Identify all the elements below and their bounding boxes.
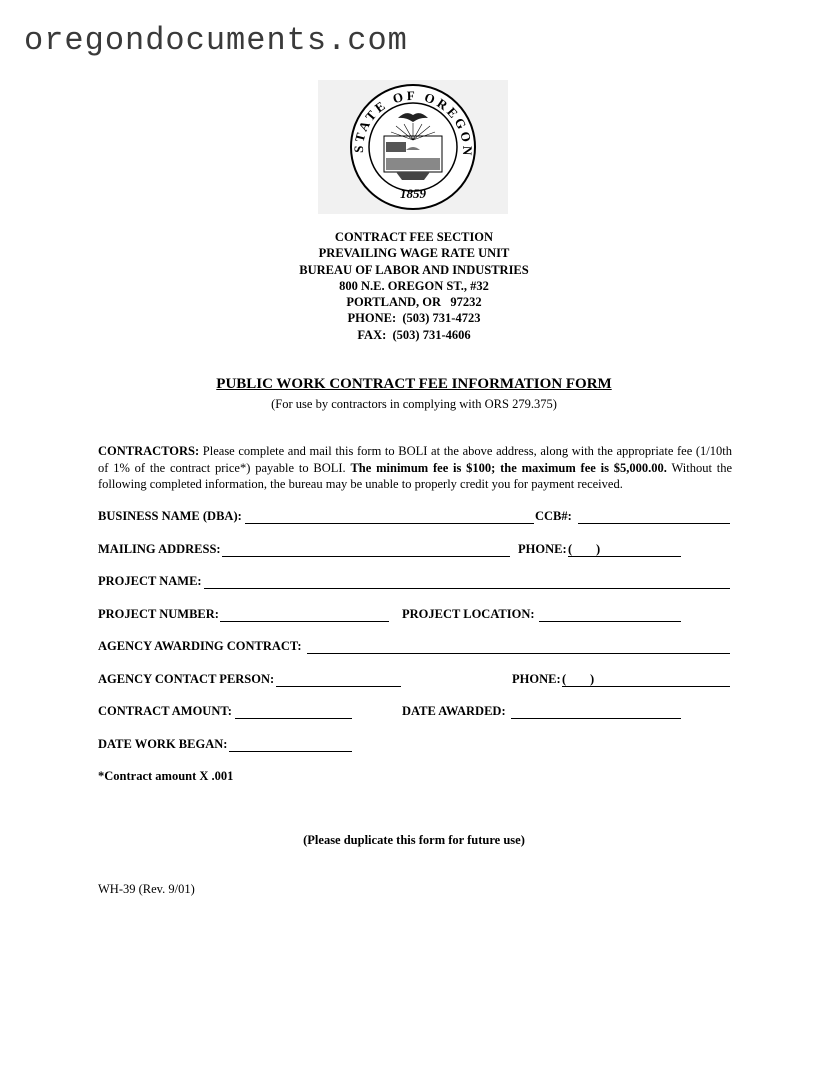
project-location-label: PROJECT LOCATION: [402,607,535,621]
header-line: 800 N.E. OREGON ST., #32 [339,278,489,293]
form-number: WH-39 (Rev. 9/01) [98,882,195,896]
agency-awarding-field[interactable] [307,653,730,654]
agency-contact-row [98,672,732,690]
header-line: PORTLAND, OR 97232 [346,295,482,310]
phone-label: PHONE: [518,542,567,556]
phone-field[interactable] [568,556,681,557]
project-location-field[interactable] [539,621,681,622]
header-line: PHONE: (503) 731-4723 [347,311,481,326]
watermark: oregondocuments.com [24,22,408,59]
agency-phone-label: PHONE: [512,672,561,686]
date-awarded-label: DATE AWARDED: [402,704,506,718]
header-line: BUREAU OF LABOR AND INDUSTRIES [299,262,529,277]
mailing-address-label: MAILING ADDRESS: [98,542,221,556]
contract-amount-field[interactable] [235,718,352,719]
header-line: CONTRACT FEE SECTION [334,230,494,244]
agency-phone-area-code-open: ( [562,672,567,686]
phone-area-code-close: ) [596,542,601,556]
agency-awarding-label: AGENCY AWARDING CONTRACT: [98,639,302,653]
state-seal [318,80,508,214]
mailing-address-row [98,542,732,560]
fee-limits-text: The minimum fee is $100; the maximum fee is $5,000.00. [350,460,667,475]
instructions-lead: CONTRACTORS: [98,444,200,458]
project-name-row [98,574,732,592]
header-address-block [0,229,828,343]
instructions-text-2: Without the following completed information, the bureau may be unable to properly credit you for payment received. [98,460,732,491]
date-work-began-row [98,737,732,755]
project-number-row [98,607,732,625]
ccb-field[interactable] [578,523,730,524]
business-name-row [98,509,732,527]
seal-top-text: STATE OF OREGON [350,87,476,159]
agency-phone-field[interactable] [562,686,730,687]
header-line: FAX: (503) 731-4606 [357,327,471,342]
project-number-field[interactable] [220,621,389,622]
contract-amount-footnote: *Contract amount X .001 [98,769,234,783]
business-name-field[interactable] [245,523,534,524]
instructions-text: Please complete and mail this form to BOLI at the above address, along with the appropriate fee (1/10th of 1% of the contract price*) payable to BOLI. [98,444,732,475]
form-subtitle: (For use by contractors in complying with ORS 279.375) [271,397,557,411]
project-name-field[interactable] [204,588,730,589]
mailing-address-field[interactable] [222,556,510,557]
ccb-label: CCB#: [535,509,572,523]
agency-contact-field[interactable] [276,686,401,687]
contract-amount-label: CONTRACT AMOUNT: [98,704,232,718]
project-name-label: PROJECT NAME: [98,574,202,588]
business-name-label: BUSINESS NAME (DBA): [98,509,242,523]
state-seal-icon [346,80,480,214]
project-number-label: PROJECT NUMBER: [98,607,219,621]
agency-phone-area-code-close: ) [590,672,595,686]
phone-area-code-open: ( [568,542,573,556]
date-work-began-field[interactable] [229,751,352,752]
duplicate-note: (Please duplicate this form for future use) [303,833,525,847]
agency-contact-label: AGENCY CONTACT PERSON: [98,672,275,686]
date-awarded-field[interactable] [511,718,681,719]
header-line: PREVAILING WAGE RATE UNIT [318,246,510,261]
form-title: PUBLIC WORK CONTRACT FEE INFORMATION FORM [216,376,612,392]
contract-amount-row [98,704,732,722]
instructions-paragraph [98,443,732,493]
seal-year: 1859 [400,186,426,201]
date-work-began-label: DATE WORK BEGAN: [98,737,228,751]
agency-awarding-row [98,639,732,657]
